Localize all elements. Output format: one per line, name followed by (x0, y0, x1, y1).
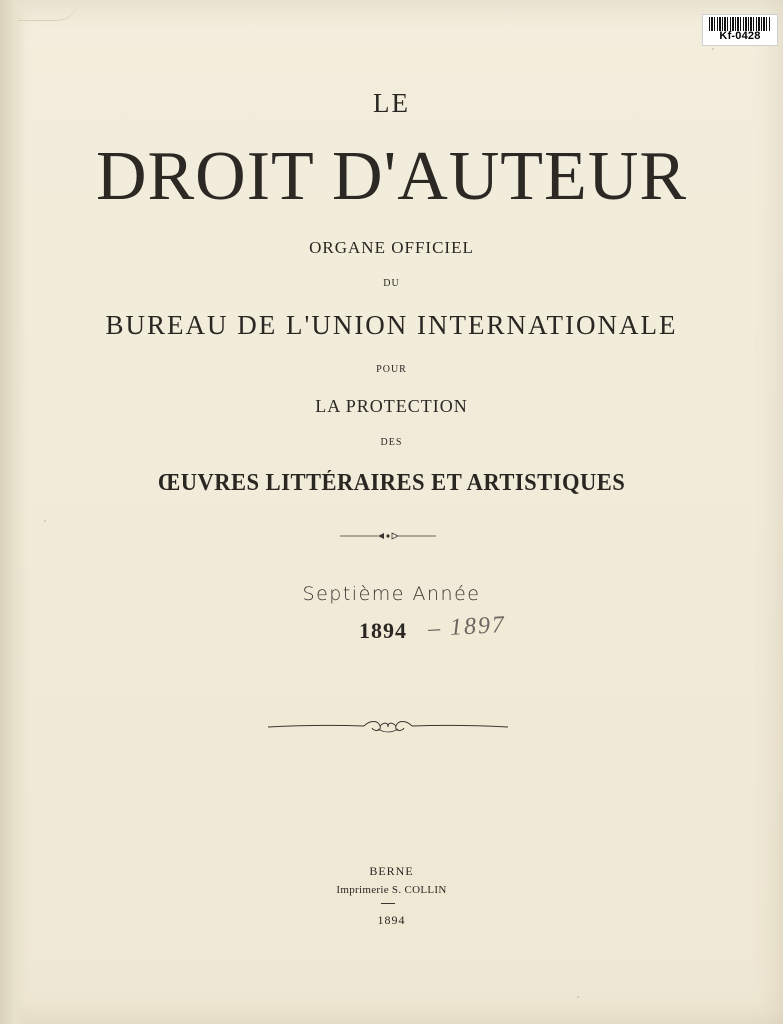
paper-speck (712, 48, 714, 50)
library-barcode-label (702, 14, 778, 46)
title-article: LE (373, 88, 410, 118)
handwritten-note: – 1897 (427, 611, 507, 643)
subtitle-bureau: BUREAU DE L'UNION INTERNATIONALE (105, 310, 678, 340)
flourish-ornament-icon (266, 716, 510, 738)
imprint-city: BERNE (369, 864, 414, 878)
page-corner (18, 0, 78, 21)
subtitle-oeuvres: ŒUVRES LITTÉRAIRES ET ARTISTIQUES (157, 470, 626, 496)
paper-speck (44, 520, 46, 522)
page-title: DROIT D'AUTEUR (95, 138, 688, 215)
imprint-divider (381, 903, 395, 904)
connector-du: DU (383, 278, 400, 289)
edition-annee: Septième Année (302, 583, 481, 605)
paper-speck (577, 996, 579, 998)
connector-pour: POUR (376, 364, 407, 375)
subtitle-protection: LA PROTECTION (315, 396, 468, 416)
imprint-year: 1894 (377, 913, 406, 927)
connector-des: DES (380, 437, 403, 448)
barcode-code: Kf-0428 (719, 30, 761, 42)
imprint-printer: Imprimerie S. COLLIN (336, 884, 447, 896)
subtitle-organe: ORGANE OFFICIEL (309, 238, 474, 257)
edition-year: 1894 (359, 618, 407, 643)
barcode-icon (709, 17, 771, 31)
divider-ornament-icon (340, 530, 436, 542)
